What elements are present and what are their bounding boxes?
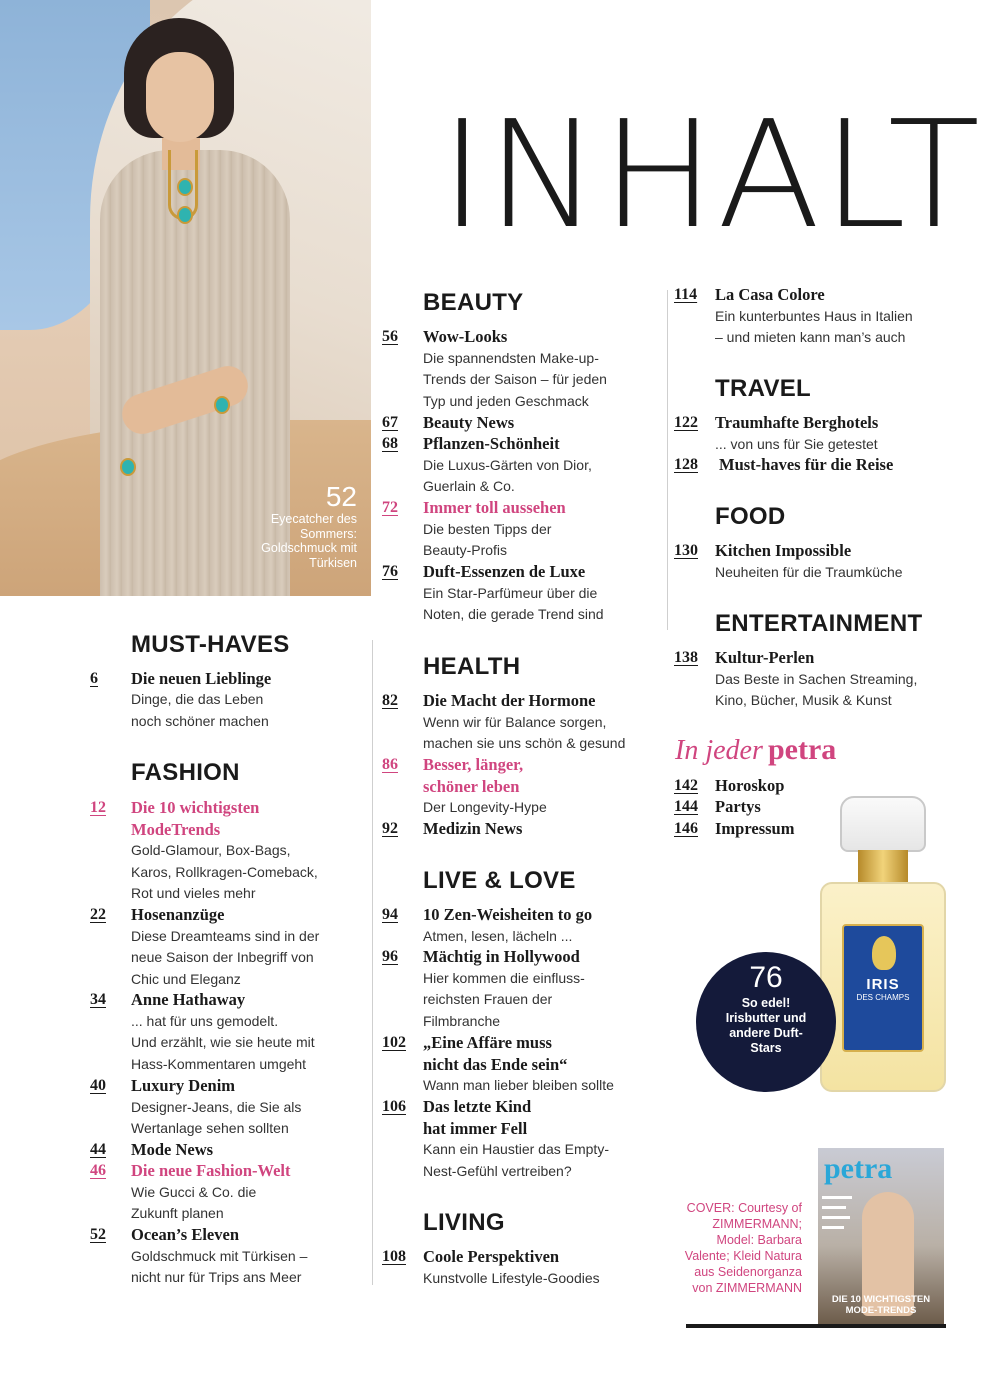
entry-title: Das letzte Kind [423, 1097, 532, 1116]
page-number: 130 [674, 542, 698, 559]
entry-title: Immer toll aussehen [423, 498, 566, 517]
cover-line [822, 1226, 844, 1229]
cover-line [822, 1196, 852, 1199]
magazine-cover-thumbnail [818, 1148, 944, 1326]
cover-shadow [686, 1324, 946, 1328]
in-jeder-label: In jeder [675, 735, 763, 766]
entry-desc: Chic und Eleganz [131, 970, 241, 987]
turquoise-ring [120, 458, 136, 476]
entry-desc: neue Saison der Inbegriff von [131, 949, 314, 965]
bottle-label [842, 924, 924, 1052]
cover-line [822, 1216, 850, 1219]
page-number: 46 [90, 1162, 106, 1179]
badge-text: So edel! Irisbutter und andere Duft-Stars [725, 996, 807, 1055]
entry-desc: Rot und vieles mehr [131, 885, 256, 901]
cover-brand: petra [824, 1152, 893, 1185]
column-divider [667, 290, 668, 630]
entry-desc: Trends der Saison – für jeden [423, 371, 607, 387]
entry-desc: Hass-Kommentaren umgeht [131, 1055, 307, 1072]
entry-title: Partys [715, 797, 761, 816]
page-number: 94 [382, 906, 398, 923]
bottle-collar [858, 850, 908, 884]
page-number: 144 [674, 798, 698, 815]
page-number: 106 [382, 1098, 406, 1115]
page-number: 72 [382, 499, 398, 516]
page-number: 142 [674, 777, 698, 794]
entry-desc: Karos, Rollkragen-Comeback, [131, 863, 318, 880]
bottle-label-sub: DES CHAMPS [856, 993, 910, 1002]
page-number: 52 [90, 1226, 106, 1243]
column-divider [372, 640, 373, 1285]
entry-title: Must-haves für die Reise [719, 455, 894, 474]
photo-caption-page: 52 [325, 481, 357, 512]
entry-title: Coole Perspektiven [423, 1247, 560, 1266]
entry-title: Beauty News [423, 413, 515, 432]
entry-title: Besser, länger, [423, 755, 524, 774]
bottle-stopper [840, 796, 926, 852]
entry-desc: Zukunft planen [131, 1205, 224, 1221]
entry-desc: Kann ein Haustier das Empty- [423, 1141, 609, 1157]
entry-desc: Nest-Gefühl vertreiben? [423, 1162, 572, 1179]
section-heading-must-haves: MUST-HAVES [131, 631, 290, 658]
entry-title: Hosenanzüge [131, 905, 225, 924]
bottle-label-name: IRIS [866, 976, 900, 993]
page-number: 6 [90, 670, 98, 687]
page-number: 138 [674, 649, 698, 666]
entry-title: Die Macht der Hormone [423, 691, 596, 710]
entry-desc: Ein Star-Parfümeur über die [423, 584, 598, 601]
page-number: 22 [90, 906, 106, 923]
section-heading-food: FOOD [715, 503, 786, 530]
entry-desc: Wertanlage sehen sollten [131, 1120, 289, 1136]
page-number: 40 [90, 1077, 106, 1094]
perfume-bottle-image [818, 796, 948, 1096]
entry-desc: Die besten Tipps der [423, 520, 552, 537]
entry-title: Kitchen Impossible [715, 541, 852, 560]
entry-desc: Neuheiten für die Traumküche [715, 563, 903, 580]
cover-line [822, 1206, 846, 1209]
page-badge[interactable] [696, 952, 836, 1092]
page-number: 128 [674, 456, 698, 473]
section-heading-travel: TRAVEL [715, 375, 812, 402]
entry-desc: Filmbranche [423, 1012, 501, 1029]
page-number: 68 [382, 435, 398, 452]
entry-desc: Guerlain & Co. [423, 478, 515, 494]
iris-flower-icon [872, 936, 896, 970]
section-heading-living: LIVING [423, 1209, 505, 1236]
page-number: 146 [674, 820, 698, 837]
entry-desc: Typ und jeden Geschmack [423, 392, 589, 409]
entry-desc: reichsten Frauen der [423, 991, 553, 1007]
entry-title: ModeTrends [131, 819, 221, 839]
turquoise-bracelet [214, 396, 230, 414]
section-heading-fashion: FASHION [131, 759, 240, 786]
entry-title: „Eine Affäre muss [423, 1033, 552, 1052]
page-number: 86 [382, 756, 398, 773]
entry-desc: Diese Dreamteams sind in der [131, 927, 320, 944]
page-number: 92 [382, 820, 398, 837]
section-heading-entertainment: ENTERTAINMENT [715, 610, 923, 637]
entry-desc: Die Luxus-Gärten von Dior, [423, 456, 592, 473]
cover-credit: COVER: Courtesy of ZIMMERMANN; Model: Barbara Valente; Kleid Natura aus Seidenorganza von ZIMMERMANN [684, 1201, 802, 1295]
entry-desc: Wenn wir für Balance sorgen, [423, 713, 607, 730]
entry-title: Die 10 wichtigsten [131, 798, 260, 817]
entry-title: nicht das Ende sein“ [423, 1054, 568, 1074]
badge-page-number: 76 [749, 961, 783, 994]
page-number: 12 [90, 799, 106, 816]
entry-desc: – und mieten kann man’s auch [715, 329, 906, 345]
entry-title: Wow-Looks [423, 327, 508, 346]
entry-title: Duft-Essenzen de Luxe [423, 562, 586, 581]
page-number: 76 [382, 563, 398, 580]
entry-desc: noch schöner machen [131, 712, 269, 729]
photo-face [146, 52, 214, 142]
entry-title: Ocean’s Eleven [131, 1225, 239, 1244]
entry-desc: Dinge, die das Leben [131, 691, 264, 707]
entry-desc: Atmen, lesen, lächeln ... [423, 927, 573, 944]
page-number: 34 [90, 991, 106, 1008]
entry-desc: Ein kunterbuntes Haus in Italien [715, 307, 913, 324]
entry-title: Horoskop [715, 776, 785, 795]
photo-caption [247, 482, 357, 570]
page-number: 44 [90, 1141, 106, 1158]
entry-desc: machen sie uns schön & gesund [423, 735, 626, 751]
entry-title: Die neuen Lieblinge [131, 669, 272, 688]
entry-desc: Der Longevity-Hype [423, 799, 547, 815]
turquoise-stone [177, 206, 193, 224]
section-heading-health: HEALTH [423, 653, 521, 680]
section-heading-live-love: LIVE & LOVE [423, 867, 576, 894]
entry-desc: Gold-Glamour, Box-Bags, [131, 842, 291, 858]
entry-desc: Die spannendsten Make-up- [423, 349, 599, 366]
cover-headline: DIE 10 WICHTIGSTEN MODE-TRENDS [831, 1294, 931, 1316]
entry-title: Die neue Fashion-Welt [131, 1161, 291, 1180]
page-number: 82 [382, 692, 398, 709]
entry-desc: Das Beste in Sachen Streaming, [715, 670, 918, 687]
page-number: 102 [382, 1034, 406, 1051]
entry-desc: Wann man lieber bleiben sollte [423, 1077, 614, 1093]
entry-title: Pflanzen-Schönheit [423, 434, 560, 453]
entry-desc: Kino, Bücher, Musik & Kunst [715, 692, 892, 708]
entry-desc: ... hat für uns gemodelt. [131, 1012, 279, 1029]
cover-photo [0, 0, 371, 596]
entry-title: Anne Hathaway [131, 990, 246, 1009]
page-number: 114 [674, 286, 698, 303]
entry-title: Kultur-Perlen [715, 648, 815, 667]
page-number: 122 [674, 414, 698, 431]
entry-title: La Casa Colore [715, 285, 825, 304]
entry-title: 10 Zen-Weisheiten to go [423, 905, 593, 924]
petra-brand: petra [767, 733, 837, 766]
entry-title: Mode News [131, 1140, 214, 1159]
page-number: 108 [382, 1248, 406, 1265]
entry-desc: Kunstvolle Lifestyle-Goodies [423, 1269, 600, 1286]
entry-title: Mächtig in Hollywood [423, 947, 580, 966]
page-number: 67 [382, 414, 398, 431]
entry-title: hat immer Fell [423, 1118, 528, 1138]
entry-desc: Hier kommen die einfluss- [423, 969, 585, 986]
turquoise-stone [177, 178, 193, 196]
entry-desc: Goldschmuck mit Türkisen – [131, 1247, 308, 1264]
photo-caption-text: Eyecatcher des Sommers: Goldschmuck mit Türkisen [261, 512, 357, 570]
entry-title: Traumhafte Berghotels [715, 413, 879, 432]
entry-desc: Beauty-Profis [423, 542, 508, 558]
page-number: 96 [382, 948, 398, 965]
entry-desc: Wie Gucci & Co. die [131, 1183, 257, 1200]
entry-title: Luxury Denim [131, 1076, 236, 1095]
page-number: 56 [382, 328, 398, 345]
entry-desc: nicht nur für Trips ans Meer [131, 1269, 302, 1285]
in-jeder-petra-heading [675, 733, 836, 767]
entry-title: schöner leben [423, 776, 520, 796]
entry-title: Impressum [715, 819, 795, 838]
section-heading-beauty: BEAUTY [423, 289, 524, 316]
entry-title: Medizin News [423, 819, 523, 838]
page-title: INHALT [440, 89, 983, 261]
entry-desc: Und erzählt, wie sie heute mit [131, 1034, 315, 1050]
entry-desc: Noten, die gerade Trend sind [423, 606, 604, 622]
entry-desc: Designer-Jeans, die Sie als [131, 1098, 302, 1115]
entry-desc: ... von uns für Sie getestet [715, 435, 878, 452]
